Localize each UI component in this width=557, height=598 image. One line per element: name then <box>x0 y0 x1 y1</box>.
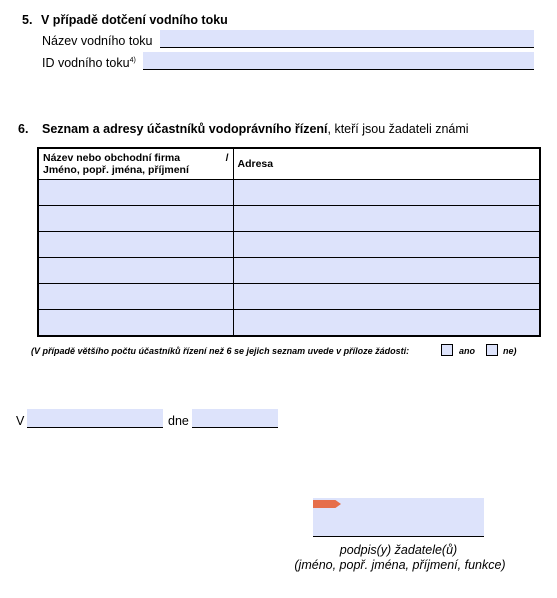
participant-name-cell[interactable] <box>38 284 233 310</box>
participant-address-cell[interactable] <box>233 180 540 206</box>
section-5-title <box>41 13 228 27</box>
table-row <box>38 232 540 258</box>
column-header-name-line1 <box>43 152 229 164</box>
no-checkbox[interactable] <box>486 344 498 356</box>
participant-address-cell[interactable] <box>233 284 540 310</box>
section-6-title <box>42 122 469 136</box>
participant-address-cell[interactable] <box>233 310 540 336</box>
table-row <box>38 284 540 310</box>
table-row <box>38 258 540 284</box>
watercourse-name-label: Název vodního toku <box>42 34 153 48</box>
place-field[interactable] <box>27 409 163 428</box>
section-6-title-bold: Seznam a adresy účastníků vodoprávního řízení <box>42 122 328 136</box>
participant-name-cell[interactable] <box>38 180 233 206</box>
table-row <box>38 310 540 336</box>
column-header-address: Adresa <box>233 148 540 180</box>
sign-here-tag-icon <box>313 500 341 508</box>
column-header-name-line1a: Název nebo obchodní firma <box>43 152 181 164</box>
participant-name-cell[interactable] <box>38 232 233 258</box>
table-row <box>38 180 540 206</box>
section-5-title-bold: V případě <box>41 13 98 27</box>
section-6-title-rest: , kteří jsou žadateli známi <box>327 122 469 136</box>
date-label: dne <box>168 414 189 428</box>
watercourse-name-field[interactable] <box>160 30 534 48</box>
column-header-name-line1b: / <box>225 152 229 164</box>
table-header-row <box>38 148 540 180</box>
date-field[interactable] <box>192 409 278 428</box>
participant-address-cell[interactable] <box>233 206 540 232</box>
attachment-note: (V případě většího počtu účastníků řízení než 6 se jejich seznam uvede v příloze žádosti: <box>31 346 410 356</box>
section-5-number: 5. <box>22 13 33 27</box>
watercourse-id-label-text: ID vodního toku <box>42 56 130 70</box>
place-label: V <box>16 414 25 428</box>
participants-table <box>37 147 541 337</box>
column-header-name-line2: Jméno, popř. jména, příjmení <box>43 164 189 176</box>
participant-name-cell[interactable] <box>38 258 233 284</box>
participant-name-cell[interactable] <box>38 206 233 232</box>
signature-sublabel: (jméno, popř. jména, příjmení, funkce) <box>294 558 506 572</box>
table-row <box>38 206 540 232</box>
column-header-name <box>38 148 233 180</box>
section-6-number: 6. <box>18 122 29 136</box>
participant-name-cell[interactable] <box>38 310 233 336</box>
footnote-ref: 4) <box>129 56 136 64</box>
yes-checkbox[interactable] <box>441 344 453 356</box>
signature-label: podpis(y) žadatele(ů) <box>339 543 458 557</box>
section-5-title-rest: dotčení vodního toku <box>97 13 228 27</box>
participant-address-cell[interactable] <box>233 232 540 258</box>
yes-label: ano <box>459 346 476 356</box>
signature-field[interactable] <box>313 498 484 537</box>
watercourse-id-field[interactable] <box>143 52 534 70</box>
participant-address-cell[interactable] <box>233 258 540 284</box>
watercourse-id-label <box>42 56 136 70</box>
no-label: ne) <box>503 346 517 356</box>
